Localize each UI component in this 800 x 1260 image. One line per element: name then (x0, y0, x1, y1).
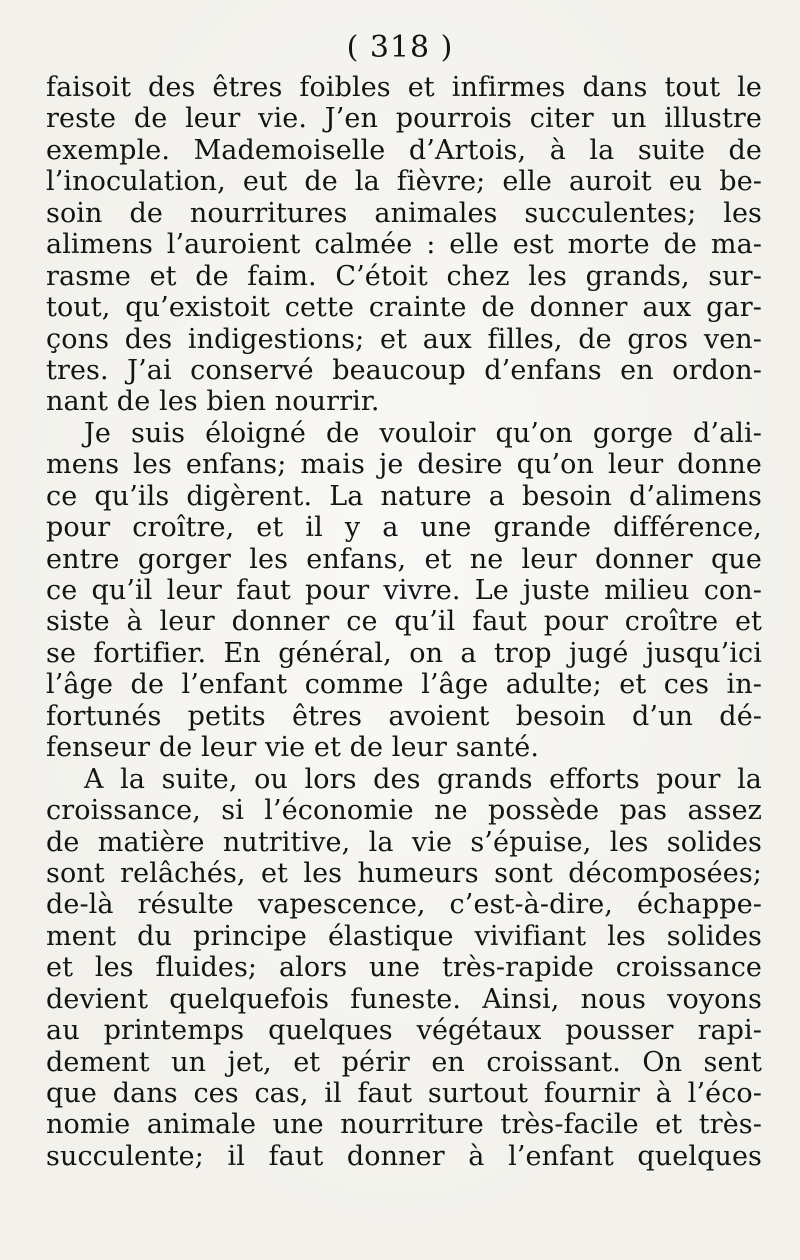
text-line: devient quelquefois funeste. Ainsi, nous voyons (46, 983, 762, 1015)
text-line: tres. J’ai conservé beaucoup d’enfans en ordon- (46, 354, 762, 386)
page-number: ( 318 ) (346, 30, 454, 65)
text-line: nant de les bien nourrir. (46, 386, 380, 418)
text-line: sont relâchés, et les humeurs sont décomposées; (46, 857, 762, 889)
text-line: mens les enfans; mais je desire qu’on leur donne (46, 449, 762, 481)
text-line: pour croître, et il y a une grande différence, (46, 512, 762, 544)
text-line: rasme et de faim. C’étoit chez les grands, sur- (46, 260, 762, 292)
text-line: de-là résulte vapescence, c’est-à-dire, échappe- (46, 889, 762, 921)
text-line: reste de leur vie. J’en pourrois citer un illustre (46, 103, 762, 135)
text-line: dement un jet, et périr en croissant. On sent (46, 1046, 762, 1078)
text-line: siste à leur donner ce qu’il faut pour croître et (46, 606, 762, 638)
text-line: Je suis éloigné de vouloir qu’on gorge d’ali- (84, 417, 762, 449)
text-line: se fortifier. En général, on a trop jugé jusqu’ici (46, 637, 762, 669)
text-line: soin de nourritures animales succulentes; les (46, 197, 762, 229)
text-line: l’âge de l’enfant comme l’âge adulte; et ces in- (46, 669, 762, 701)
text-line: fenseur de leur vie et de leur santé. (46, 732, 540, 764)
text-line: l’inoculation, eut de la fièvre; elle auroit eu be- (46, 166, 762, 198)
text-line: faisoit des êtres foibles et infirmes dans tout le (46, 72, 762, 103)
text-line: et les fluides; alors une très-rapide croissance (46, 952, 762, 984)
text-block (46, 72, 762, 1172)
text-line: fortunés petits êtres avoient besoin d’un dé- (46, 700, 762, 732)
text-line: ce qu’ils digèrent. La nature a besoin d’alimens (46, 480, 762, 512)
text-line: çons des indigestions; et aux filles, de gros ven- (46, 323, 762, 355)
text-line: au printemps quelques végétaux pousser rapi- (46, 1015, 762, 1047)
text-line: succulente; il faut donner à l’enfant quelques (46, 1140, 762, 1172)
text-line: nomie animale une nourriture très-facile et très- (46, 1109, 762, 1141)
text-line: ment du principe élastique vivifiant les solides (46, 920, 762, 952)
text-line: de matière nutritive, la vie s’épuise, les solides (46, 826, 762, 858)
text-line: tout, qu’existoit cette crainte de donner aux gar- (46, 292, 762, 324)
text-line: que dans ces cas, il faut surtout fournir à l’éco- (46, 1078, 762, 1109)
text-line: A la suite, ou lors des grands efforts pour la (84, 763, 762, 795)
text-line: exemple. Mademoiselle d’Artois, à la suite de (46, 134, 762, 166)
text-line: entre gorger les enfans, et ne leur donner que (46, 543, 762, 575)
text-line: croissance, si l’économie ne possède pas assez (46, 795, 762, 827)
text-line: ce qu’il leur faut pour vivre. Le juste milieu con- (46, 575, 762, 606)
text-line: alimens l’auroient calmée : elle est morte de ma- (46, 229, 762, 261)
